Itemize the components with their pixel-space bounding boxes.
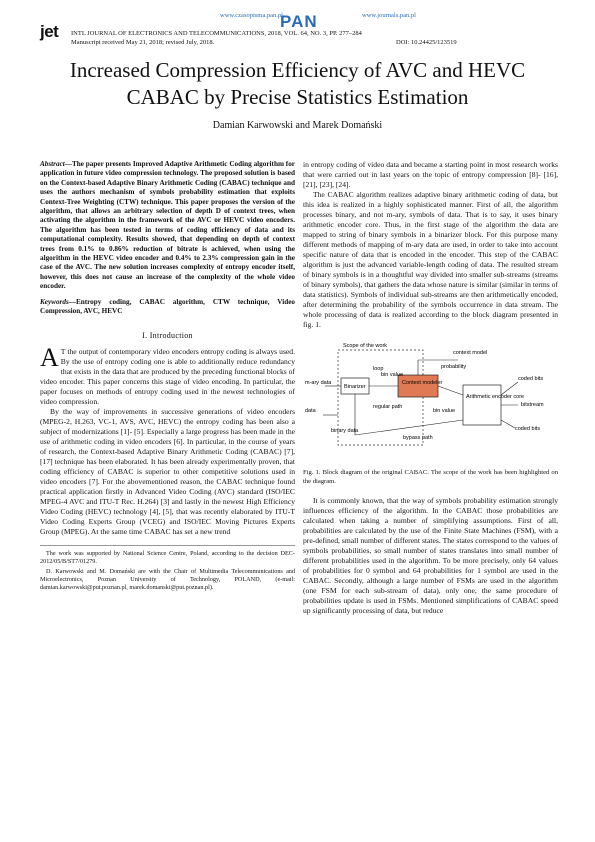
bitstream-label: bitstream [521,402,544,408]
right-paragraph-2: The CABAC algorithm realizes adaptive binary arithmetic coding of data, but this idea is realized in a highly sophisticated manner. First of all, the algorithm processes binary, and not m-ary, symbols of data. That is to say, it uses binary arithmetic encoder core. Thus, in the first stage of the algorithm the data are mapped to string of binary symbols in a binarizer block. For this purpose many different methods of mapping of m-ary data are used, in order to take into account specific nature of data that is encoded in the encoder. This step of the CABAC algorithm is just the advanced variable-length coding of data. The resulted stream of binary symbols is in a thoughtful way divided into smaller sub-streams (streams of binary symbols), that gathers the data whose nature is similar (similar in terms of data statistics). Symbols of individual sub-streams are then arithmetically encoded, after determining the probability of the symbols occurrence in data stream. The whole processing of data is realized according to the block diagram presented in fig. 1. [303,190,558,329]
footnote-2: D. Karwowski and M. Domański are with the Chair of Multimedia Telecommunications and Microelectronics, Poznan University of Technology, POLAND, (e-mail: damian.karwowski@put.poznan.pl, marek.domanski@put.poznan.pl). [40,567,295,591]
figure-caption: Fig. 1. Block diagram of the original CABAC. The scope of the work has been highlighted on the diagram. [303,469,558,485]
section-heading: I. Introduction [142,330,193,340]
scope-label: Scope of the work [343,343,388,349]
data-label: data [305,408,316,414]
journal-logo: jet [40,22,59,41]
right-column [303,160,558,616]
arith-encoder-block [463,385,501,425]
paper-title: Increased Compression Efficiency of AVC and HEVC CABAC by Precise Statistics Estimation [69,58,526,109]
url-right[interactable]: www.journals.pan.pl [362,12,416,19]
journal-info: INTL JOURNAL OF ELECTRONICS AND TELECOMMUNICATIONS, 2018, VOL. 64, NO. 3, PP. 277–284 [71,30,362,37]
pan-logo: PAN [280,12,318,31]
drop-cap: A [40,342,59,372]
abstract [40,160,295,292]
footnotes [40,545,295,592]
mary-label: m-ary data [305,380,332,386]
cabac-block-diagram [303,340,558,465]
authors: Damian Karwowski and Marek Domański [212,120,383,131]
doi: DOI: 10.24425/123519 [396,39,457,46]
abstract-label: Abstract [40,160,65,168]
binarizer-label: Binarizer [344,384,366,390]
right-paragraph-3: It is commonly known, that the way of symbols probability estimation strongly influences efficiency of the algorithm. In the CABAC those probabilities are calculated when taking a number of simplifying assumptions. First of all, probabilities are calculated by the use of the Finite State Machines (FSM), with a pre-defined, small number of different states. The states correspond to the values of symbols probabilities, so small number of states translates into small number of different probabilities used in the algorithm. To be more precisely, only 64 values of probabilities for 0 symbol and 64 probabilities for 1 symbol are used in the CABAC. Secondly, although a large number of FSMs are used in the algorithm (one FSM for each sub-stream of data), only one, the same procedure of probabilities update is used in FSMs. Mentioned simplifications of CABAC speed up significantly processing of data, but reduce [303,496,558,615]
manuscript-info: Manuscript received May 21, 2018; revised July, 2018. [71,39,215,46]
binary-data-label: binary data [331,428,359,434]
bin-value-label: bin value [433,408,456,414]
intro-p1-text: T the output of contemporary video encoders entropy coding is always used. By the use of entropy coding one is able to additionally reduce redundancy that exists in the data that are produced by the preceding functional blocks of video encoder. This paper concerns this stage of video encoding. In particular, the paper focuses on methods of entropy coding used in the newest technologies of video compression. [40,346,295,406]
coded-bits-label-2: coded bits [515,426,541,432]
bypass-path-label: bypass path [403,435,433,441]
coded-bits-label: coded bits [518,376,544,382]
right-paragraph-1: in entropy coding of video data and became a starting point in most research works that were carried out in last years on the topic of entropy compression [8]- [16], [21], [23], [24]. [303,160,558,189]
arith-encoder-label: Arithmetic encoder core [466,394,525,400]
intro-paragraph-1 [40,342,295,407]
keywords [40,298,295,317]
context-modeler-block [398,375,438,397]
footnote-1: The work was supported by National Science Centre, Poland, according to the decision DEC-2012/05/B/ST7/01279. [40,549,295,565]
probability-label: probability [441,364,467,370]
context-modeler-label: Context modeler [402,380,443,386]
left-column [40,160,295,594]
keywords-label: Keywords [40,297,69,306]
context-model-label: context model [453,350,488,356]
loop-label: loop [373,366,384,372]
intro-paragraph-2: By the way of improvements in successive generations of video encoders (MPEG-2, H.263, VC-1, AVS, AVC, HEVC) the entropy coding has been also a subject of modernizations [1]- [5]. Especially a large progress has been made in the use of arithmetic coding in video encoders [6]. In particular, in the course of years of research, the Context-based Adaptive Binary Arithmetic Coding (CABAC) [7], [17] technique has been elaborated. It has been already experimentally proven, that coding efficiency of CABAC is superior to other competitive solutions used in video encoders [7]. For the abovementioned reason, the CABAC technique found practical application firstly in Advanced Video Coding (AVC) standard (ISO/IEC MPEG-4 AVC and ITU-T Rec. H.264) [3] and lastly in the newest High Efficiency Video Coding (HEVC) technology [4], [5], that was recently elaborated by ITU-T Video Coding Experts Group (VCEG) and ISO/IEC Moving Pictures Experts Group (MPEG). At the same time CABAC has set a new trend [40,406,295,536]
figure-1 [303,340,558,465]
bin-value-label-2: bin value [381,372,404,378]
abstract-text: —The paper presents Improved Adaptive Arithmetic Coding algorithm for application in future video compression technology. The proposed solution is based on the Context-based Adaptive Binary Arithmetic Coding (CABAC) technique and uses the authors mechanism of symbols probability estimation that exploits Context-Tree Weighting (CTW) technique. This paper proposes the version of the algorithm, that allows an arbitrary selection of depth D of context trees, when activating the algorithm in the framework of the AVC or HEVC video encoders. The algorithm has been tested in terms of coding efficiency of data and its computational complexity. Results showed, that depending on depth of context trees from 0.1% to 0.86% reduction of bitrate is achieved, when using the algorithm in the HEVC video encoder and 0.4% to 2.3% compression gain in the case of the AVC. The new solution increases complexity of entropy encoder itself, however, this does not cause an increase of the complexity of the whole video encoder. [40,160,295,291]
journal-header [40,8,560,50]
regular-path-label: regular path [373,404,403,410]
url-left[interactable]: www.czasopisma.pan.pl [220,12,283,19]
keywords-text: —Entropy coding, CABAC algorithm, CTW technique, Video Compression, AVC, HEVC [40,297,295,316]
